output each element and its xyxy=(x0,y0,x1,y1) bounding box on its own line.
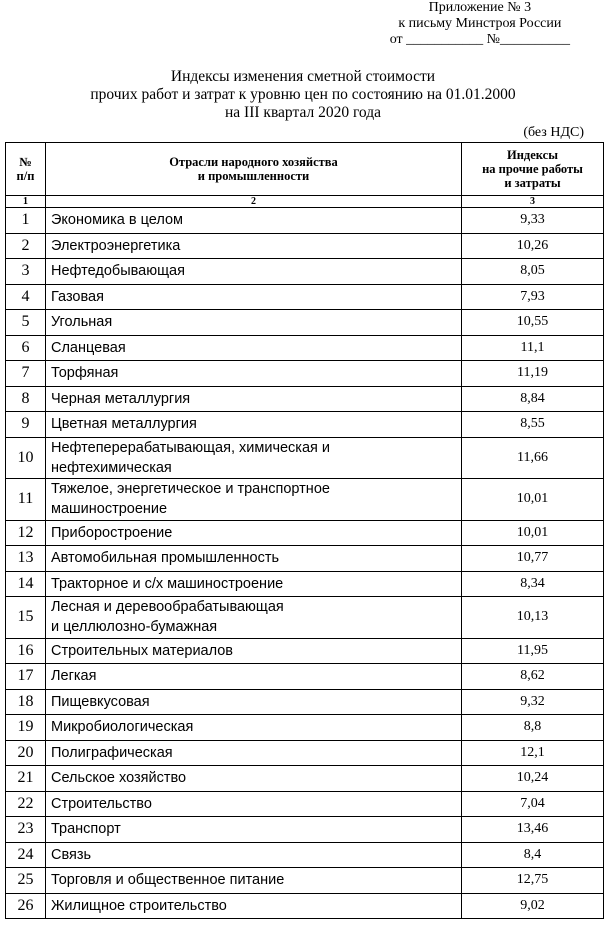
row-number: 8 xyxy=(6,386,46,412)
index-value: 9,32 xyxy=(462,689,604,715)
industry-name xyxy=(46,479,462,521)
table-row xyxy=(6,520,604,546)
annex-line-3: от ___________ №__________ xyxy=(389,32,570,47)
index-value: 8,34 xyxy=(462,571,604,597)
row-number: 14 xyxy=(6,571,46,597)
table-row xyxy=(6,597,604,639)
index-value: 8,4 xyxy=(462,842,604,868)
row-number: 11 xyxy=(6,479,46,521)
header-row xyxy=(6,143,604,196)
industry-name-line-1: Нефтеперерабатывающая, химическая и xyxy=(51,439,331,456)
vat-note: (без НДС) xyxy=(523,125,584,140)
row-number: 21 xyxy=(6,766,46,792)
industry-name: Цветная металлургия xyxy=(46,412,462,438)
table-row xyxy=(6,571,604,597)
index-table xyxy=(5,142,604,919)
header-industry xyxy=(46,143,462,196)
row-number: 2 xyxy=(6,233,46,259)
title-line-3: на III квартал 2020 года xyxy=(225,104,381,121)
row-number: 24 xyxy=(6,842,46,868)
index-value: 8,84 xyxy=(462,386,604,412)
header-num xyxy=(6,143,46,196)
index-value: 10,01 xyxy=(462,479,604,521)
industry-name: Тракторное и с/х машиностроение xyxy=(46,571,462,597)
table-body xyxy=(6,208,604,919)
industry-name xyxy=(46,597,462,639)
row-number: 6 xyxy=(6,335,46,361)
table-row xyxy=(6,766,604,792)
row-number: 13 xyxy=(6,546,46,572)
industry-name: Пищевкусовая xyxy=(46,689,462,715)
index-value: 10,01 xyxy=(462,520,604,546)
industry-name: Торфяная xyxy=(46,361,462,387)
row-number: 23 xyxy=(6,817,46,843)
document-title xyxy=(0,68,606,122)
table-row xyxy=(6,208,604,234)
table-row xyxy=(6,233,604,259)
index-value: 8,62 xyxy=(462,664,604,690)
index-value: 8,8 xyxy=(462,715,604,741)
table-row xyxy=(6,817,604,843)
industry-name: Строительных материалов xyxy=(46,638,462,664)
table-row xyxy=(6,868,604,894)
table-row xyxy=(6,546,604,572)
header-index-line-2: на прочие работы xyxy=(482,162,583,176)
header-industry-line-1: Отрасли народного хозяйства xyxy=(169,155,338,169)
industry-name: Микробиологическая xyxy=(46,715,462,741)
table-row xyxy=(6,386,604,412)
table-row xyxy=(6,310,604,336)
industry-name: Сланцевая xyxy=(46,335,462,361)
index-value: 12,75 xyxy=(462,868,604,894)
industry-name: Жилищное строительство xyxy=(46,893,462,919)
table-row xyxy=(6,284,604,310)
row-number: 17 xyxy=(6,664,46,690)
table-row xyxy=(6,791,604,817)
table-row xyxy=(6,638,604,664)
index-value: 8,55 xyxy=(462,412,604,438)
row-number: 12 xyxy=(6,520,46,546)
column-number-2: 2 xyxy=(46,196,462,208)
industry-name: Строительство xyxy=(46,791,462,817)
row-number: 1 xyxy=(6,208,46,234)
row-number: 25 xyxy=(6,868,46,894)
header-index xyxy=(462,143,604,196)
table-row xyxy=(6,335,604,361)
index-value: 8,05 xyxy=(462,259,604,285)
index-value: 11,1 xyxy=(462,335,604,361)
industry-name: Полиграфическая xyxy=(46,740,462,766)
table-row xyxy=(6,259,604,285)
index-value: 7,04 xyxy=(462,791,604,817)
industry-name-line-2: машиностроение xyxy=(51,501,168,518)
index-value: 9,02 xyxy=(462,893,604,919)
industry-name-line-2: и целлюлозно-бумажная xyxy=(51,619,218,636)
table-row xyxy=(6,479,604,521)
industry-name: Черная металлургия xyxy=(46,386,462,412)
table-row xyxy=(6,842,604,868)
industry-name-line-2: нефтехимическая xyxy=(51,459,172,476)
annex-block xyxy=(390,0,570,48)
table-row xyxy=(6,893,604,919)
row-number: 22 xyxy=(6,791,46,817)
index-value: 10,26 xyxy=(462,233,604,259)
index-value: 13,46 xyxy=(462,817,604,843)
industry-name: Связь xyxy=(46,842,462,868)
index-value: 11,66 xyxy=(462,437,604,479)
industry-name xyxy=(46,437,462,479)
row-number: 5 xyxy=(6,310,46,336)
column-number-1: 1 xyxy=(6,196,46,208)
index-value: 12,1 xyxy=(462,740,604,766)
index-value: 11,95 xyxy=(462,638,604,664)
row-number: 10 xyxy=(6,437,46,479)
title-line-2: прочих работ и затрат к уровню цен по состоянию на 01.01.2000 xyxy=(90,86,516,103)
industry-name: Газовая xyxy=(46,284,462,310)
index-value: 10,77 xyxy=(462,546,604,572)
row-number: 19 xyxy=(6,715,46,741)
index-value: 10,24 xyxy=(462,766,604,792)
industry-name: Нефтедобывающая xyxy=(46,259,462,285)
row-number: 3 xyxy=(6,259,46,285)
row-number: 4 xyxy=(6,284,46,310)
annex-line-1: Приложение № 3 xyxy=(428,0,532,15)
header-index-line-3: и затраты xyxy=(504,176,561,190)
table-row xyxy=(6,740,604,766)
table-row xyxy=(6,412,604,438)
row-number: 20 xyxy=(6,740,46,766)
industry-name: Автомобильная промышленность xyxy=(46,546,462,572)
header-index-line-1: Индексы xyxy=(507,148,558,162)
industry-name: Электроэнергетика xyxy=(46,233,462,259)
table-row xyxy=(6,689,604,715)
row-number: 16 xyxy=(6,638,46,664)
industry-name: Приборостроение xyxy=(46,520,462,546)
index-value: 9,33 xyxy=(462,208,604,234)
header-industry-line-2: и промышленности xyxy=(197,169,310,183)
table-row xyxy=(6,437,604,479)
industry-name: Торговля и общественное питание xyxy=(46,868,462,894)
row-number: 15 xyxy=(6,597,46,639)
column-number-3: 3 xyxy=(462,196,604,208)
table-row xyxy=(6,664,604,690)
row-number: 9 xyxy=(6,412,46,438)
table-row xyxy=(6,715,604,741)
title-line-1: Индексы изменения сметной стоимости xyxy=(170,68,436,85)
industry-name: Угольная xyxy=(46,310,462,336)
row-number: 7 xyxy=(6,361,46,387)
table-row xyxy=(6,361,604,387)
index-value: 10,13 xyxy=(462,597,604,639)
industry-name: Легкая xyxy=(46,664,462,690)
industry-name-line-1: Лесная и деревообрабатывающая xyxy=(51,599,284,616)
header-num-line-2: п/п xyxy=(16,169,35,183)
annex-line-2: к письму Минстроя России xyxy=(398,16,562,31)
index-value: 11,19 xyxy=(462,361,604,387)
index-value: 10,55 xyxy=(462,310,604,336)
industry-name: Экономика в целом xyxy=(46,208,462,234)
header-num-line-1: № xyxy=(19,155,32,169)
row-number: 18 xyxy=(6,689,46,715)
industry-name: Сельское хозяйство xyxy=(46,766,462,792)
row-number: 26 xyxy=(6,893,46,919)
industry-name: Транспорт xyxy=(46,817,462,843)
column-number-row xyxy=(6,196,604,208)
industry-name-line-1: Тяжелое, энергетическое и транспортное xyxy=(51,481,330,498)
index-value: 7,93 xyxy=(462,284,604,310)
